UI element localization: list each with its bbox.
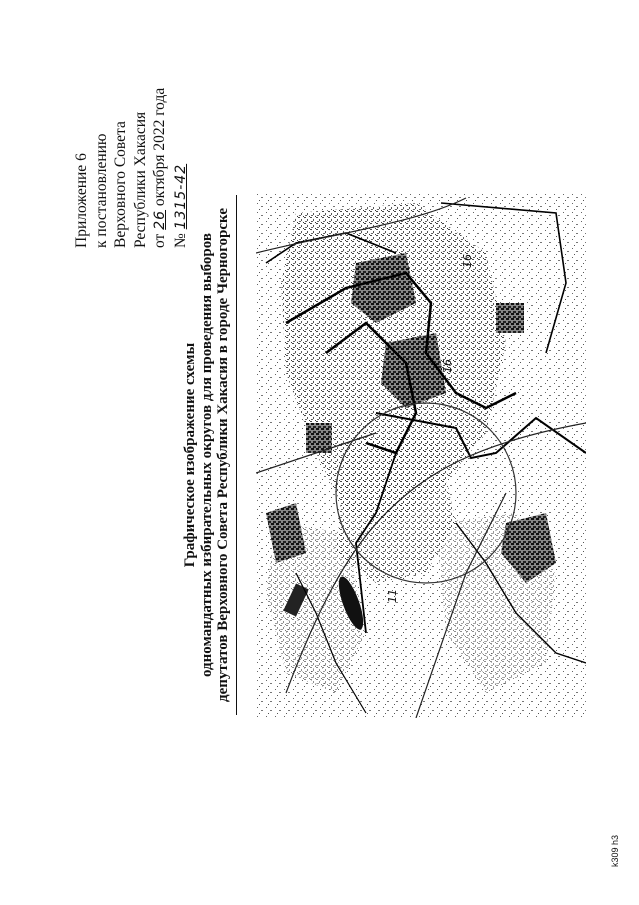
appendix-line-resolution: к постановлению [92, 133, 110, 248]
date-day: 26 [152, 209, 169, 230]
appendix-title: Приложение 6 [73, 153, 90, 248]
number-prefix: № [171, 233, 189, 248]
date-prefix: от [151, 233, 169, 248]
document-title [182, 195, 237, 715]
district-map [256, 193, 586, 718]
document-code: k309 h3 [610, 834, 620, 867]
district-label-16-a: 16 [461, 254, 474, 268]
appendix-line-council: Верховного Совета [112, 121, 130, 248]
title-line-1: Графическое изображение схемы [182, 342, 198, 568]
appendix-line-republic: Республики Хакасия [131, 111, 149, 248]
appendix-date [150, 88, 171, 248]
date-rest: октября 2022 года [151, 87, 169, 207]
title-line-2: одномандатных избирательных округов для проведения выборов [198, 233, 215, 678]
appendix-block [72, 88, 192, 248]
district-map-graphic [256, 193, 586, 718]
title-underline [236, 195, 237, 715]
district-label-11: 11 [386, 589, 399, 603]
title-line-3: депутатов Верховного Совета Республики Хакасия в городе Черногорске [215, 208, 231, 702]
district-label-16-b: 16 [441, 359, 454, 373]
number-value: 1315-42 [172, 163, 189, 230]
